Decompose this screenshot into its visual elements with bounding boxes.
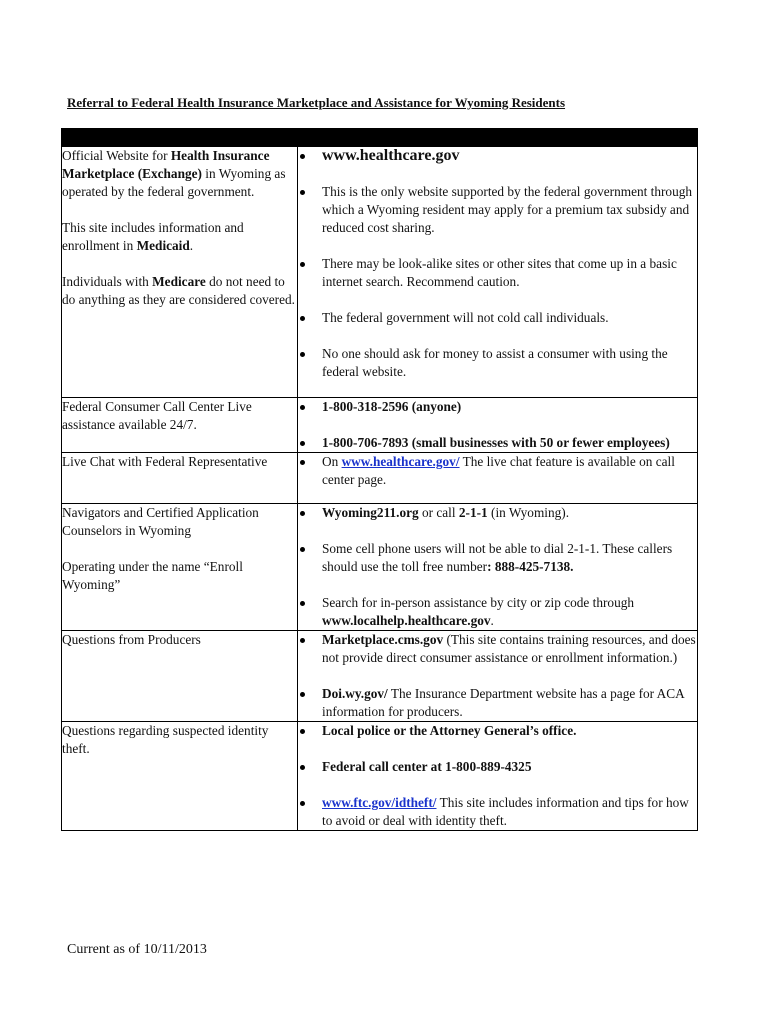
- list-item: Doi.wy.gov/ The Insurance Department website has a page for ACA information for producers.: [298, 685, 697, 721]
- row-label-cell: [62, 504, 298, 631]
- header-cell-left: [62, 129, 298, 147]
- row-info-cell: [298, 722, 698, 831]
- list-item: This is the only website supported by the federal government through which a Wyoming resident may apply for a premium tax subsidy and reduced cost sharing.: [298, 183, 697, 237]
- list-item: Federal call center at 1-800-889-4325: [298, 758, 697, 776]
- row-label-paragraph: Live Chat with Federal Representative: [62, 454, 268, 469]
- row-label-paragraph: Official Website for Health Insurance Marketplace (Exchange) in Wyoming as operated by the federal government.: [62, 148, 286, 199]
- page-title: Referral to Federal Health Insurance Marketplace and Assistance for Wyoming Residents: [67, 95, 566, 110]
- list-item: Marketplace.cms.gov (This site contains training resources, and does not provide direct consumer assistance or enrollment information.): [298, 631, 697, 667]
- list-item: 1-800-318-2596 (anyone): [298, 398, 697, 416]
- list-item: The federal government will not cold call individuals.: [298, 309, 697, 327]
- bullet-list: [298, 398, 697, 452]
- list-item: Some cell phone users will not be able to dial 2-1-1. These callers should use the toll free number: 888-425-7138.: [298, 540, 697, 576]
- list-item: [298, 147, 697, 165]
- row-label-cell: [62, 722, 298, 831]
- bullet-list: [298, 722, 697, 830]
- row-info-cell: [298, 631, 698, 722]
- row-label-paragraph: This site includes information and enrollment in Medicaid.: [62, 220, 244, 253]
- row-label-paragraph: Questions from Producers: [62, 632, 201, 647]
- row-label-paragraph: Individuals with Medicare do not need to do anything as they are considered covered.: [62, 274, 295, 307]
- list-item: Search for in-person assistance by city or zip code through www.localhelp.healthcare.gov.: [298, 594, 697, 630]
- row-label-paragraph: Federal Consumer Call Center Live assistance available 24/7.: [62, 399, 252, 432]
- table-row-identity-theft: [62, 722, 698, 831]
- table-header-row: [62, 129, 698, 147]
- list-item: Local police or the Attorney General’s office.: [298, 722, 697, 740]
- bullet-list: [298, 453, 697, 489]
- row-label-cell: [62, 147, 298, 398]
- table-row-marketplace: [62, 147, 698, 398]
- row-label-paragraph: Navigators and Certified Application Counselors in Wyoming: [62, 505, 259, 538]
- list-item: No one should ask for money to assist a consumer with using the federal website.: [298, 345, 697, 381]
- row-label-cell: [62, 398, 298, 453]
- row-info-cell: [298, 147, 698, 398]
- list-item: On www.healthcare.gov/ The live chat feature is available on call center page.: [298, 453, 697, 489]
- list-item: Wyoming211.org or call 2-1-1 (in Wyoming).: [298, 504, 697, 522]
- bullet-list: [298, 147, 697, 381]
- bullet-list: [298, 631, 697, 721]
- list-item: There may be look-alike sites or other sites that come up in a basic internet search. Recommend caution.: [298, 255, 697, 291]
- healthcare-gov-link[interactable]: www.healthcare.gov/: [341, 454, 460, 469]
- list-item: 1-800-706-7893 (small businesses with 50 or fewer employees): [298, 434, 697, 452]
- footer-date: Current as of 10/11/2013: [67, 942, 207, 957]
- row-info-cell: [298, 453, 698, 504]
- bullet-list: [298, 504, 697, 630]
- row-label-paragraph: Questions regarding suspected identity theft.: [62, 723, 269, 756]
- row-label-cell: [62, 453, 298, 504]
- list-item: www.ftc.gov/idtheft/ This site includes information and tips for how to avoid or deal with identity theft.: [298, 794, 697, 830]
- row-info-cell: [298, 504, 698, 631]
- table-row-live-chat: [62, 453, 698, 504]
- header-cell-right: [298, 129, 698, 147]
- table-row-producers: [62, 631, 698, 722]
- row-label-cell: [62, 631, 298, 722]
- row-label-paragraph: Operating under the name “Enroll Wyoming”: [62, 559, 243, 592]
- referral-table: [61, 128, 698, 831]
- table-row-navigators: [62, 504, 698, 631]
- row-info-cell: [298, 398, 698, 453]
- healthcare-gov-text: www.healthcare.gov: [322, 147, 460, 164]
- table-row-call-center: [62, 398, 698, 453]
- ftc-idtheft-link[interactable]: www.ftc.gov/idtheft/: [322, 795, 437, 810]
